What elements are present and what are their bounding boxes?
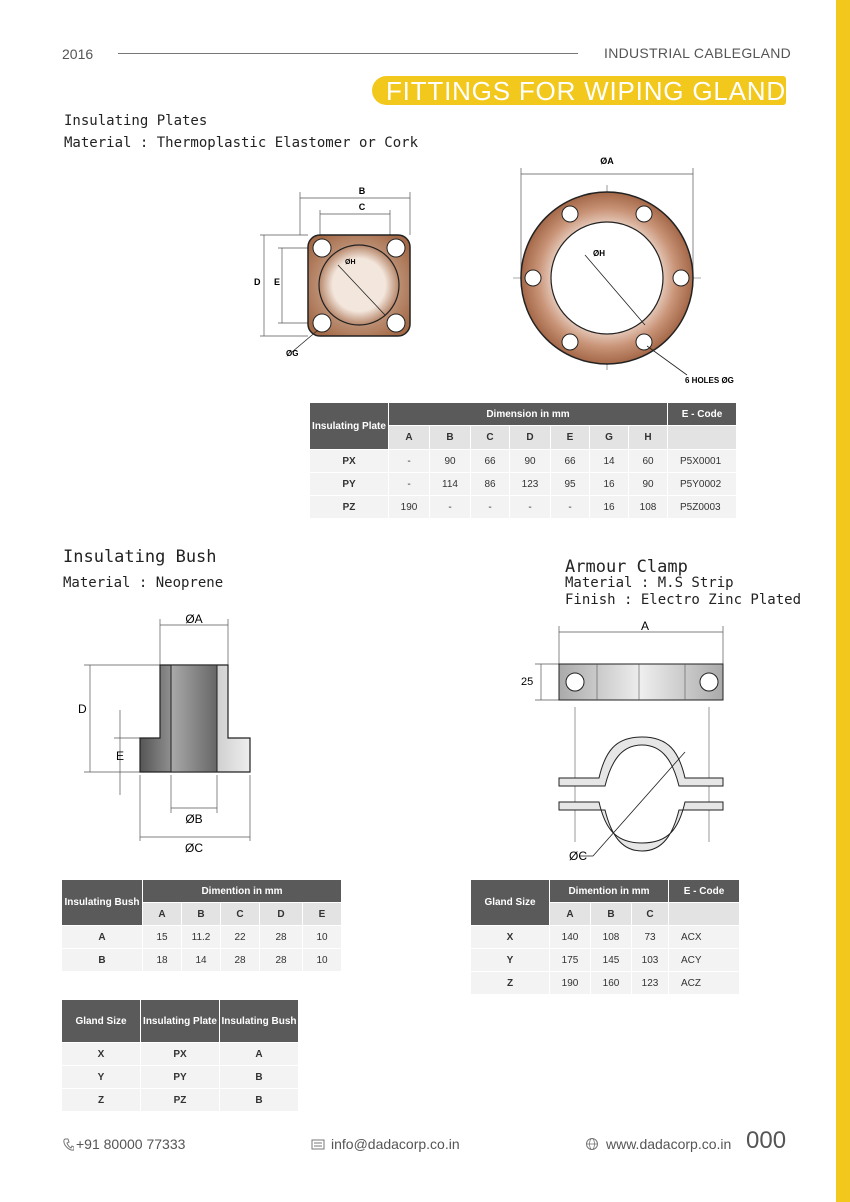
cell: PY [141,1066,220,1089]
dim-col: C [471,426,510,450]
label-g: ØG [286,349,299,358]
table-row [62,1043,299,1066]
cell: Y [62,1066,141,1089]
footer-phone[interactable]: +91 80000 77333 [76,1136,186,1152]
row-label: Y [471,949,550,972]
gland-mapping-table [62,1000,299,1112]
insulating-plate-table [310,403,737,519]
cell: 15 [143,926,182,949]
cell: - [551,496,590,519]
cell: - [471,496,510,519]
insulating-bush-table [62,880,342,972]
ecode-cell: ACZ [669,972,740,995]
row-label: PX [310,450,389,473]
cell: 28 [260,926,303,949]
label-e: E [116,749,125,763]
dim-col: D [260,903,303,926]
footer-website[interactable]: www.dadacorp.co.in [606,1136,732,1152]
cell: X [62,1043,141,1066]
dim-col: A [143,903,182,926]
cell: 16 [590,473,629,496]
col-header-plate: Insulating Plate [141,1000,220,1043]
label-c: ØC [185,841,203,855]
table-row [310,473,737,496]
cell: 28 [260,949,303,972]
label-a: A [640,619,650,633]
phone-icon [62,1138,74,1152]
clamp-material: Material : M.S Strip [565,575,734,591]
dim-col: G [590,426,629,450]
col-header-bush: Insulating Bush [62,880,143,926]
dim-col: D [510,426,551,450]
round-plate-diagram [505,150,750,390]
page-title: FITTINGS FOR WIPING GLANDS [386,76,805,106]
cell: 175 [550,949,591,972]
dim-col: A [550,903,591,926]
cell: 22 [221,926,260,949]
cell: 108 [629,496,668,519]
dim-col: E [551,426,590,450]
table-row [471,949,740,972]
cell: 103 [632,949,669,972]
row-label: PY [310,473,389,496]
bush-heading: Insulating Bush [63,547,217,567]
cell: 14 [590,450,629,473]
cell: B [220,1089,299,1112]
label-e: E [274,277,281,287]
label-b: ØB [185,812,203,826]
cell: 18 [143,949,182,972]
cell: 123 [632,972,669,995]
col-header-ecode: E - Code [668,403,737,426]
label-c: C [358,202,366,212]
label-d: D [254,277,261,287]
col-header-dimension: Dimention in mm [550,880,669,903]
cell: - [430,496,471,519]
dim-col: B [182,903,221,926]
table-row [62,926,342,949]
cell: 190 [389,496,430,519]
cell: 95 [551,473,590,496]
clamp-finish: Finish : Electro Zinc Plated [565,592,802,608]
cell: 108 [591,926,632,949]
dim-col: B [591,903,632,926]
label-c: ØC [569,849,587,862]
cell: 11.2 [182,926,221,949]
dim-col: C [221,903,260,926]
cell: 145 [591,949,632,972]
header-divider [118,53,578,54]
cell: - [510,496,551,519]
label-b: B [358,186,366,196]
table-row [62,1089,299,1112]
cell: PZ [141,1089,220,1112]
row-label: Z [471,972,550,995]
cell: 10 [303,926,342,949]
cell: A [220,1043,299,1066]
cell: 66 [551,450,590,473]
plates-heading: Insulating Plates [64,113,208,129]
table-row [62,949,342,972]
dim-col: E [303,903,342,926]
cell: - [389,473,430,496]
cell: - [389,450,430,473]
cell: 60 [629,450,668,473]
table-row [310,496,737,519]
cell: 90 [629,473,668,496]
col-header-dimension: Dimention in mm [143,880,342,903]
table-row [310,450,737,473]
side-accent-bar [836,0,850,1202]
ecode-cell: P5Z0003 [668,496,737,519]
ecode-col-blank [669,903,740,926]
cell: 90 [510,450,551,473]
cell: 160 [591,972,632,995]
cell: 123 [510,473,551,496]
clamp-heading: Armour Clamp [565,557,688,577]
dim-col: B [430,426,471,450]
col-header-bush: Insulating Bush [220,1000,299,1043]
cell: 140 [550,926,591,949]
col-header-ecode: E - Code [669,880,740,903]
col-header-dimension: Dimension in mm [389,403,668,426]
row-label: A [62,926,143,949]
row-label: X [471,926,550,949]
label-holes: 6 HOLES ØG [685,376,734,385]
ecode-cell: P5Y0002 [668,473,737,496]
label-a: ØA [600,156,614,166]
footer-email[interactable]: info@dadacorp.co.in [331,1136,460,1152]
cell: 16 [590,496,629,519]
dim-col: C [632,903,669,926]
ecode-cell: P5X0001 [668,450,737,473]
table-row [471,972,740,995]
cell: Z [62,1089,141,1112]
row-label: B [62,949,143,972]
globe-icon [585,1137,599,1151]
label-a: ØA [185,612,203,626]
page-number: 000 [746,1127,787,1154]
cell: 190 [550,972,591,995]
col-header-gland: Gland Size [471,880,550,926]
col-header-plate: Insulating Plate [310,403,389,450]
ecode-cell: ACY [669,949,740,972]
cell: 28 [221,949,260,972]
row-label: PZ [310,496,389,519]
label-d: D [78,702,87,716]
table-row [62,1066,299,1089]
label-height: 25 [521,676,534,688]
armour-clamp-diagram [515,612,735,862]
armour-clamp-table [471,880,740,995]
bush-material: Material : Neoprene [63,575,224,591]
email-icon [311,1139,325,1150]
table-row [471,926,740,949]
ecode-cell: ACX [669,926,740,949]
cell: PX [141,1043,220,1066]
cell: 73 [632,926,669,949]
catalog-category: INDUSTRIAL CABLEGLAND [604,45,792,61]
insulating-bush-diagram [70,605,270,860]
dim-col: H [629,426,668,450]
label-h-large: ØH [593,249,605,258]
square-plate-diagram [250,180,420,360]
cell: 114 [430,473,471,496]
cell: B [220,1066,299,1089]
cell: 10 [303,949,342,972]
ecode-col-blank [668,426,737,450]
catalog-year: 2016 [62,46,94,62]
col-header-gland: Gland Size [62,1000,141,1043]
cell: 90 [430,450,471,473]
cell: 14 [182,949,221,972]
cell: 66 [471,450,510,473]
dim-col: A [389,426,430,450]
label-h-small: ØH [345,259,356,266]
cell: 86 [471,473,510,496]
plates-material: Material : Thermoplastic Elastomer or Cork [64,135,419,151]
